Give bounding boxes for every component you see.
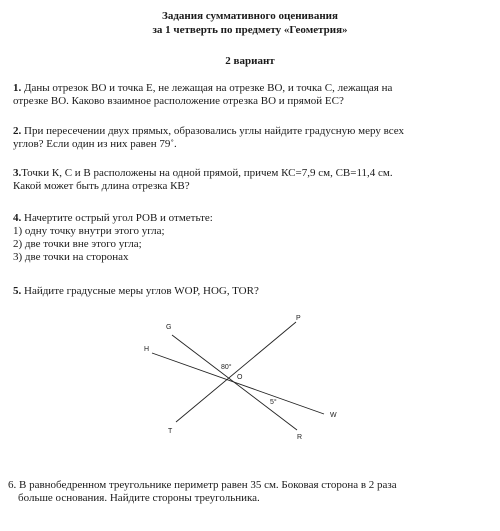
- task-3-number: 3.: [13, 167, 22, 179]
- task-4-line-4: 3) две точки на сторонах: [13, 251, 129, 263]
- task-2-line-2: углов? Если один из них равен 79˚.: [13, 138, 177, 150]
- task-4: [13, 212, 483, 264]
- task-4-line-1: 4. Начертите острый угол РОВ и отметьте:: [13, 212, 213, 224]
- label-g: G: [166, 324, 172, 331]
- angles-diagram: [135, 305, 360, 445]
- task-5: [13, 285, 483, 298]
- task-1-number: 1.: [13, 82, 22, 94]
- task-6-line-1: 6. В равнобедренном треугольнике периметр равен 35 см. Боковая сторона в 2 раза: [8, 479, 397, 491]
- task-2-number: 2.: [13, 125, 22, 137]
- label-angle-80: 80°: [221, 364, 232, 371]
- task-6: [8, 479, 478, 505]
- label-p: P: [296, 315, 301, 322]
- line-h-w: [152, 353, 324, 414]
- task-4-line-3: 2) две точки вне этого угла;: [13, 238, 142, 250]
- task-1-line-1: 1. Даны отрезок ВО и точка Е, не лежащая на отрезке ВО, и точка С, лежащая на: [13, 82, 393, 94]
- worksheet-header: [0, 9, 500, 37]
- header-subtitle: за 1 четверть по предмету «Геометрия»: [152, 24, 348, 36]
- task-3-line-1: 3.Точки К, С и В расположены на одной прямой, причем КС=7,9 см, СВ=11,4 см.: [13, 167, 393, 179]
- task-1-line-2: отрезке ВО. Каково взаимное расположение отрезка ВО и прямой ЕС?: [13, 95, 344, 107]
- label-angle-5: 5°: [270, 399, 277, 406]
- task-5-number: 5.: [13, 285, 22, 297]
- header-title: Задания суммативного оценивания: [162, 10, 338, 22]
- task-1: [13, 82, 483, 108]
- label-o: O: [237, 374, 243, 381]
- task-3-line-2: Какой может быть длина отрезка КВ?: [13, 180, 190, 192]
- task-5-line-1: 5. Найдите градусные меры углов WOP, HOG, TOR?: [13, 285, 259, 297]
- line-p-t: [176, 322, 296, 422]
- label-r: R: [297, 434, 303, 441]
- label-w: W: [330, 412, 337, 419]
- task-2: [13, 125, 483, 151]
- label-h: H: [144, 346, 150, 353]
- task-6-line-2: больше основания. Найдите стороны треугольника.: [18, 492, 260, 504]
- task-4-number: 4.: [13, 212, 22, 224]
- task-2-line-1: 2. При пересечении двух прямых, образовались углы найдите градусную меру всех: [13, 125, 404, 137]
- task-6-number: 6.: [8, 479, 17, 491]
- task-4-line-2: 1) одну точку внутри этого угла;: [13, 225, 165, 237]
- task-3: [13, 167, 483, 193]
- variant-title: 2 вариант: [225, 55, 275, 67]
- label-t: T: [168, 428, 173, 435]
